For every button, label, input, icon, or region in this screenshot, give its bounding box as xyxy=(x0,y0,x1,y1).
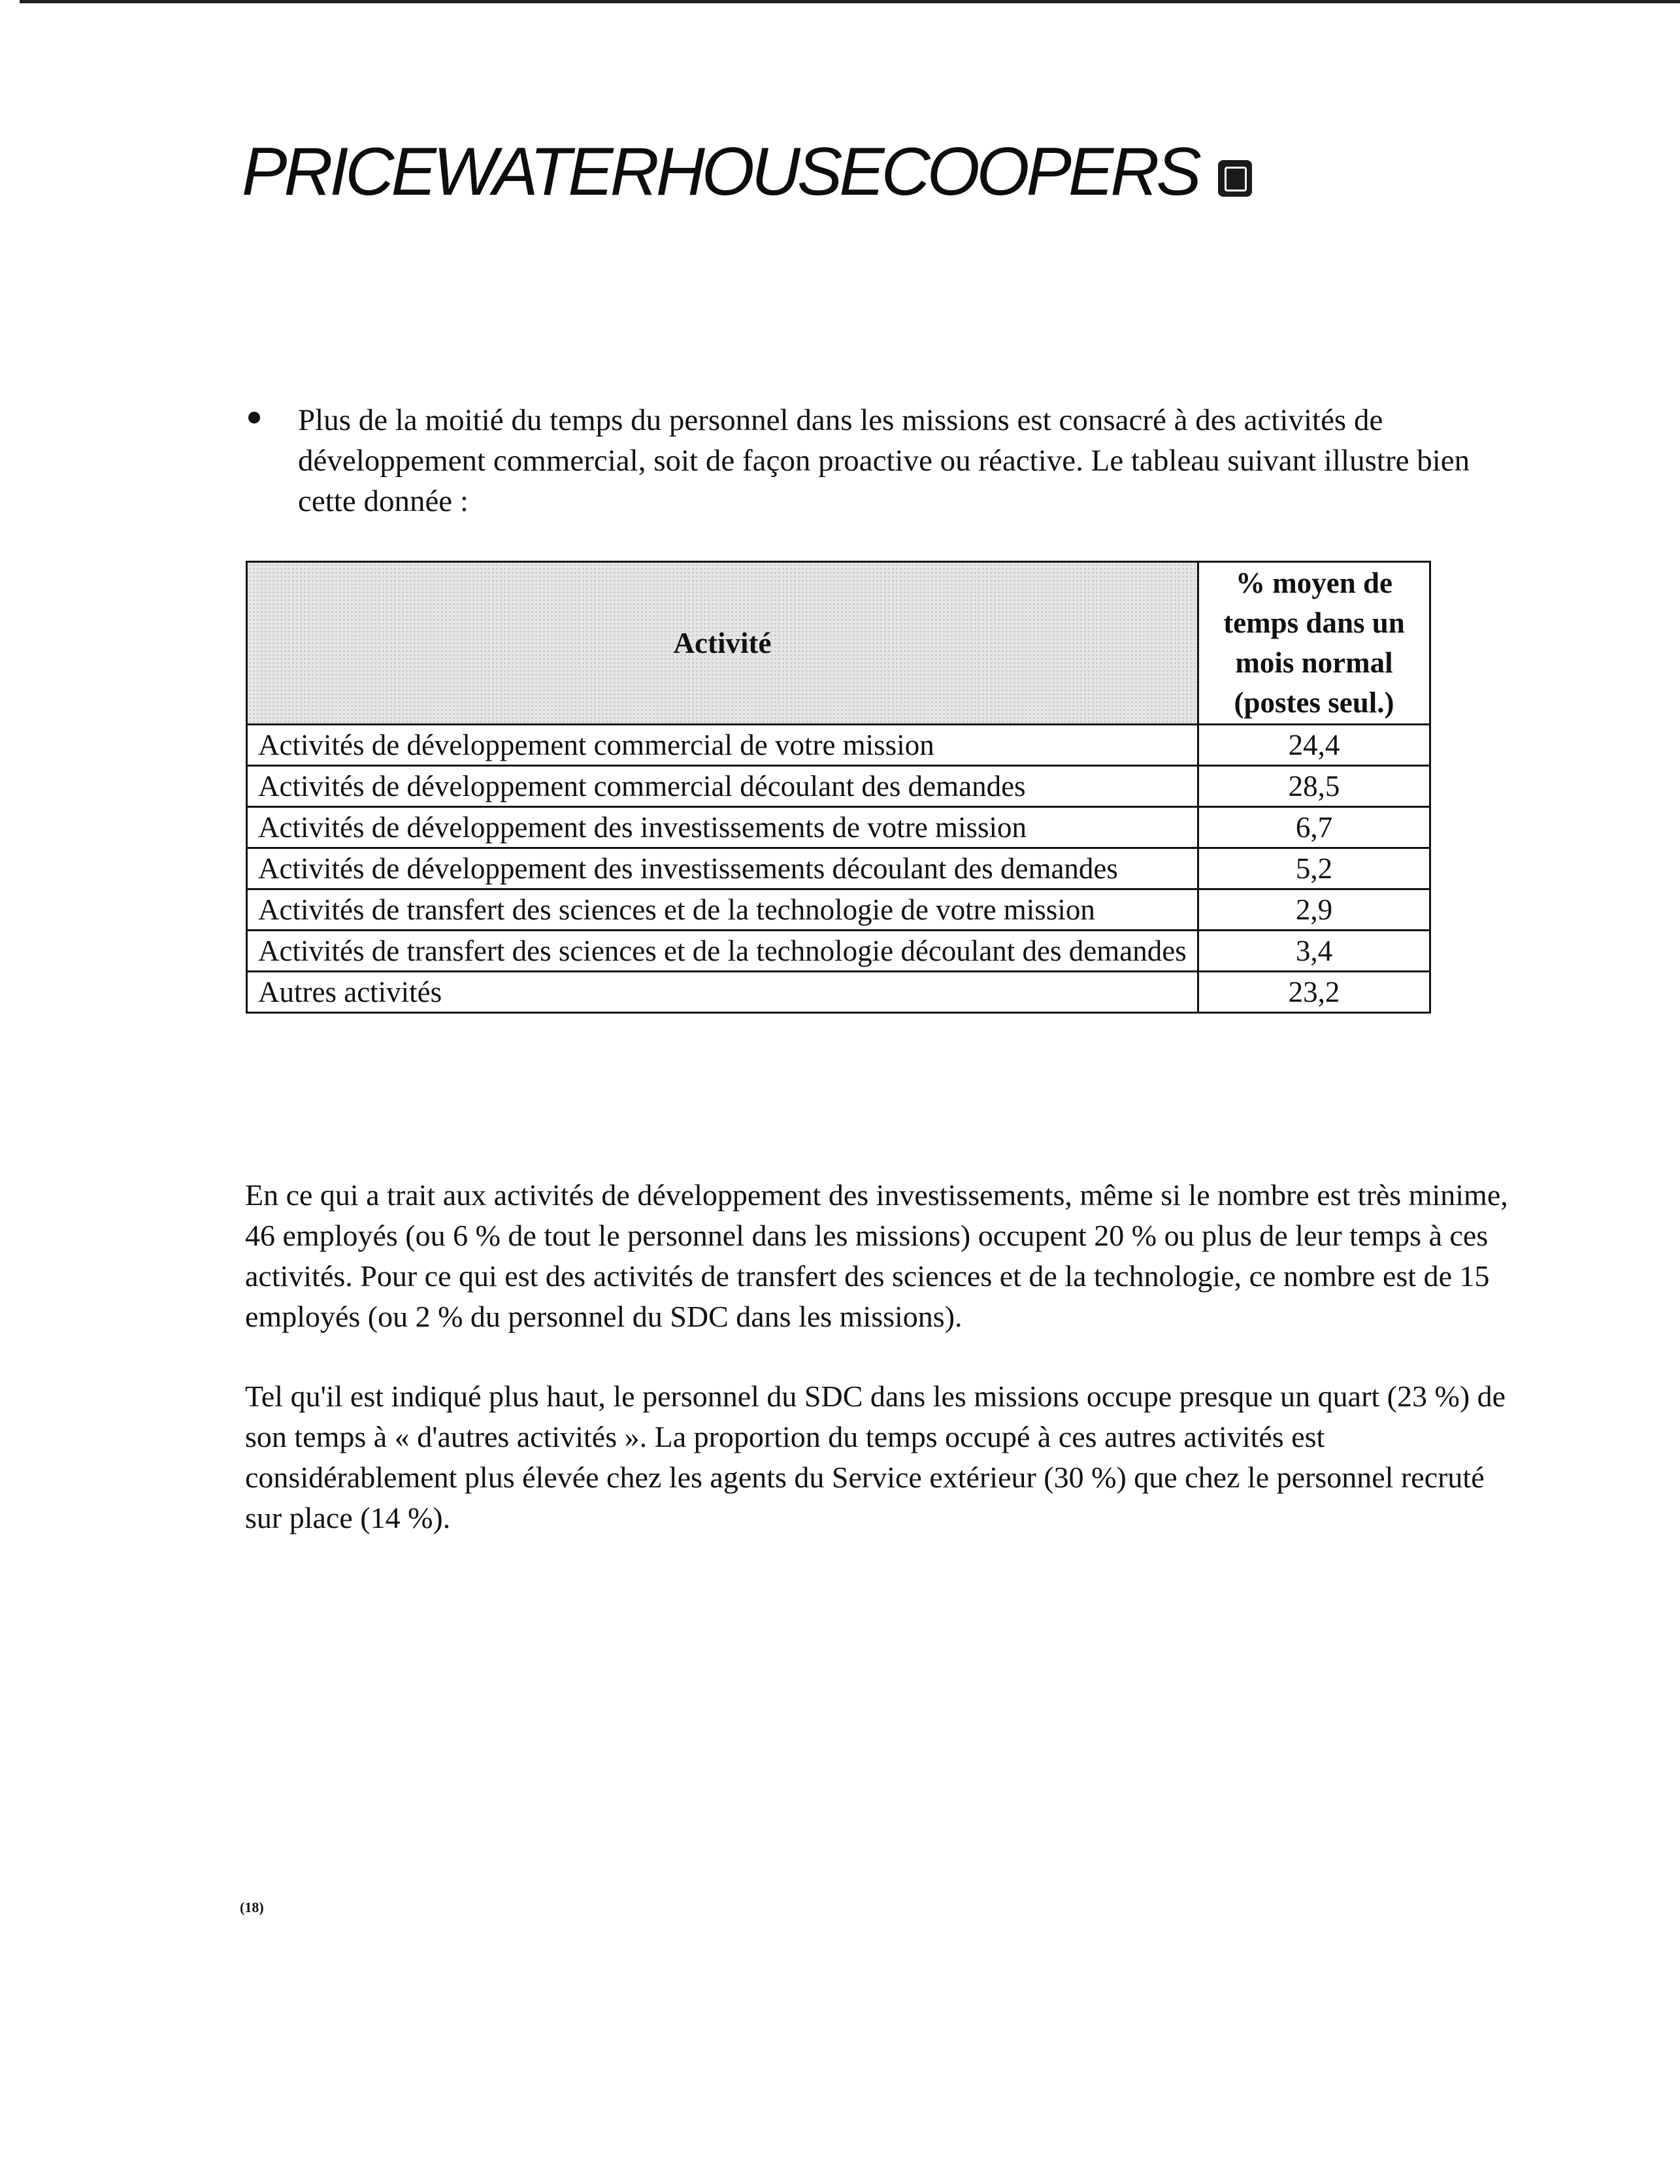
activity-cell: Activités de développement des investissements découlant des demandes xyxy=(247,848,1198,889)
page-number: (18) xyxy=(240,1899,264,1915)
logo-wordmark: PRICEWATERHOUSECOOPERS xyxy=(242,134,1198,210)
table-row xyxy=(247,766,1430,807)
percent-cell: 3,4 xyxy=(1198,931,1430,972)
table-row xyxy=(247,931,1430,972)
activity-cell: Activités de transfert des sciences et de la technologie de votre mission xyxy=(247,889,1198,931)
table-row xyxy=(247,807,1430,848)
investment-paragraph: En ce qui a trait aux activités de développement des investissements, même si le nombre est très minime, 46 employés (ou 6 % de tout le personnel dans les missions) occupent 20 % ou plus de leur temps à ces activités. Pour ce qui est des activités de transfert des sciences et de la technologie, ce nombre est de 15 employés (ou 2 % du personnel du SDC dans les missions). xyxy=(245,1178,1508,1333)
column-header-activity: Activité xyxy=(247,562,1198,725)
percent-cell: 6,7 xyxy=(1198,807,1430,848)
bullet-icon xyxy=(248,412,260,423)
table-row xyxy=(247,725,1430,766)
intro-bullet-paragraph xyxy=(248,400,1519,521)
other-activities-paragraph: Tel qu'il est indiqué plus haut, le personnel du SDC dans les missions occupe presque un quart (23 %) de son temps à « d'autres activités ». La proportion du temps occupé à ces autres activités est considérablement plus élevée chez les agents du Service extérieur (30 %) que chez le personnel recruté sur place (14 %). xyxy=(245,1380,1506,1534)
percent-cell: 23,2 xyxy=(1198,972,1430,1013)
table-row xyxy=(247,889,1430,931)
activity-time-table xyxy=(246,561,1431,1014)
table-row xyxy=(247,848,1430,889)
scan-top-edge xyxy=(20,0,1680,3)
company-logo xyxy=(242,108,1252,210)
column-header-percent: % moyen de temps dans un mois normal (postes seul.) xyxy=(1198,562,1430,725)
activity-cell: Activités de développement commercial de votre mission xyxy=(247,725,1198,766)
activity-cell: Autres activités xyxy=(247,972,1198,1013)
percent-cell: 24,4 xyxy=(1198,725,1430,766)
activity-cell: Activités de développement commercial découlant des demandes xyxy=(247,766,1198,807)
pwc-mark-icon xyxy=(1218,160,1252,197)
percent-cell: 5,2 xyxy=(1198,848,1430,889)
activity-cell: Activités de développement des investissements de votre mission xyxy=(247,807,1198,848)
activity-cell: Activités de transfert des sciences et de la technologie découlant des demandes xyxy=(247,931,1198,972)
table-row xyxy=(247,972,1430,1013)
intro-text: Plus de la moitié du temps du personnel dans les missions est consacré à des activités de développement commercial, soit de façon proactive ou réactive. Le tableau suivant illustre bien cette donnée : xyxy=(298,403,1470,518)
percent-cell: 2,9 xyxy=(1198,889,1430,931)
table-header-row xyxy=(247,562,1430,725)
percent-cell: 28,5 xyxy=(1198,766,1430,807)
